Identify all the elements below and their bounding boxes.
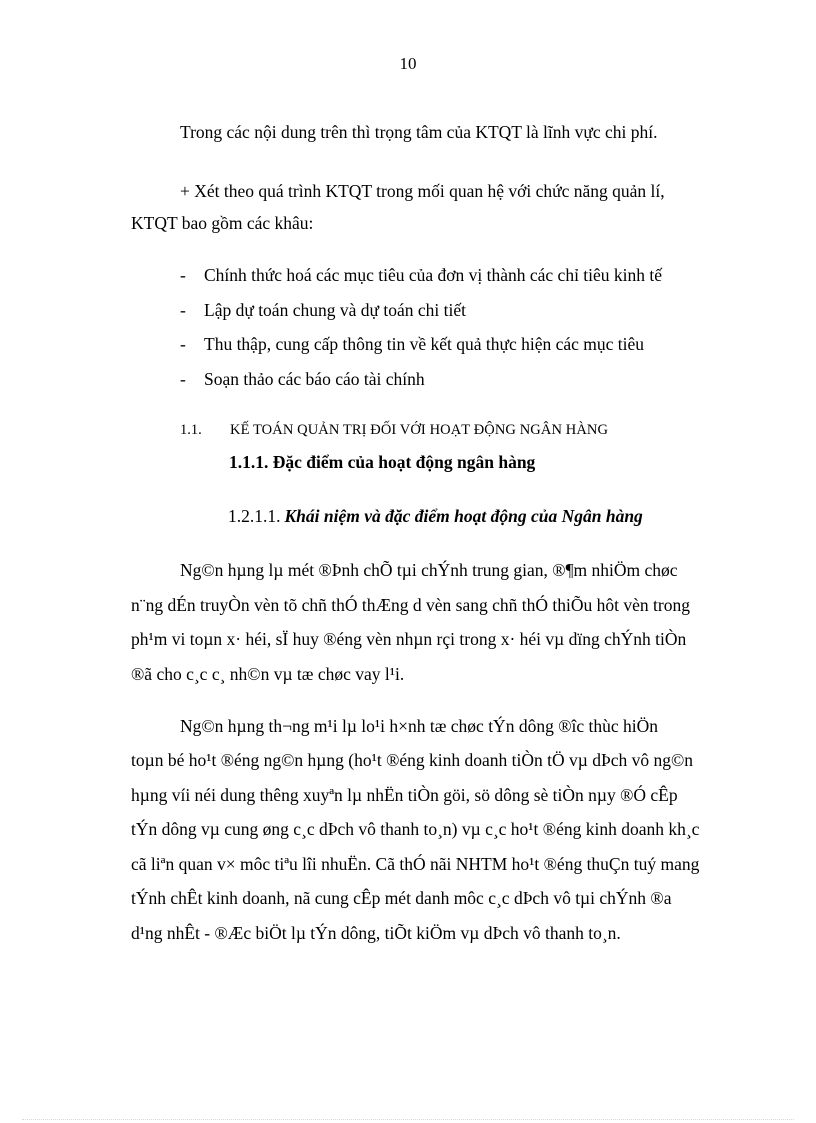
subsubsection-heading <box>228 506 643 527</box>
bullet-dash: - <box>180 300 186 320</box>
bullet-text: Soạn thảo các báo cáo tài chính <box>204 369 425 389</box>
subsection-heading: 1.1.1. Đặc điểm của hoạt động ngân hàng <box>229 452 536 472</box>
paragraph-line: hµng víi néi dung thêng xuyªn lµ nhËn tiÒn göi, sö dông sè tiÒn nµy ®Ó cÊp <box>131 785 678 805</box>
subsubsection-number: 1.2.1.1. <box>228 506 281 526</box>
footer-divider <box>22 1119 794 1120</box>
section-number: 1.1. <box>180 422 202 438</box>
list-item <box>0 265 816 289</box>
bullet-text: Chính thức hoá các mục tiêu của đơn vị thành các chỉ tiêu kinh tế <box>204 265 663 285</box>
paragraph-line: d¹ng nhÊt - ®Æc biÖt lµ tÝn dông, tiÕt kiÖm vµ dÞch vô thanh to¸n. <box>131 923 621 943</box>
subsubsection-title: Khái niệm và đặc điểm hoạt động của Ngân hàng <box>284 506 643 526</box>
paragraph-line: Ng©n hµng th¬ng m¹i lµ lo¹i h×nh tæ chøc tÝn dông ®îc thùc hiÖn <box>180 716 659 736</box>
paragraph-line: cã liªn quan v× môc tiªu lîi nhuËn. Cã thÓ nãi NHTM ho¹t ®éng thuÇn tuý mang <box>131 854 700 874</box>
bullet-dash: - <box>180 265 186 285</box>
intro-line-2: + Xét theo quá trình KTQT trong mối quan hệ với chức năng quản lí, <box>180 181 665 201</box>
list-item <box>0 334 816 358</box>
page-number: 10 <box>399 54 417 73</box>
paragraph-line: Ng©n hµng lµ mét ®Þnh chÕ tµi chÝnh trung gian, ®¶m nhiÖm chøc <box>180 560 678 580</box>
bullet-text: Thu thập, cung cấp thông tin về kết quả thực hiện các mục tiêu <box>204 334 645 354</box>
section-title: KẾ TOÁN QUẢN TRỊ ĐỐI VỚI HOẠT ĐỘNG NGÂN HÀNG <box>230 422 609 438</box>
bullet-text: Lập dự toán chung và dự toán chi tiết <box>204 300 466 320</box>
intro-line-1: Trong các nội dung trên thì trọng tâm của KTQT là lĩnh vực chi phí. <box>180 122 658 142</box>
list-item <box>0 300 816 324</box>
paragraph-line: tÝn dông vµ cung øng c¸c dÞch vô thanh to¸n) vµ c¸c ho¹t ®éng kinh doanh kh¸c <box>131 819 700 839</box>
intro-line-3: KTQT bao gồm các khâu: <box>131 213 314 233</box>
paragraph-line: ph¹m vi toµn x· héi, sÏ huy ®éng vèn nhµn rçi trong x· héi vµ dïng chÝnh tiÒn <box>131 629 687 649</box>
list-item <box>0 369 816 393</box>
paragraph-line: n¨ng dÉn truyÒn vèn tõ chñ thÓ thÆng d vèn sang chñ thÓ thiÕu hôt vèn trong <box>131 595 690 615</box>
bullet-dash: - <box>180 334 186 354</box>
paragraph-line: toµn bé ho¹t ®éng ng©n hµng (ho¹t ®éng kinh doanh tiÒn tÖ vµ dÞch vô ng©n <box>131 750 694 770</box>
bullet-dash: - <box>180 369 186 389</box>
paragraph-line: tÝnh chÊt kinh doanh, nã cung cÊp mét danh môc c¸c dÞch vô tµi chÝnh ®a <box>131 888 672 908</box>
paragraph-line: ®ã cho c¸c c¸ nh©n vµ tæ chøc vay l¹i. <box>131 664 405 684</box>
